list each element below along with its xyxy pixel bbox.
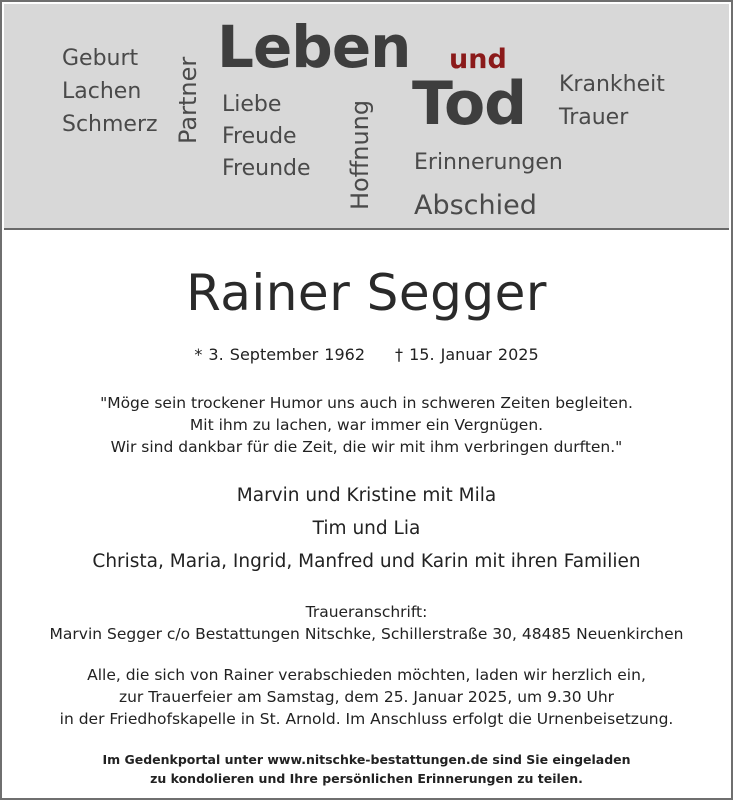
deceased-name: Rainer Segger bbox=[186, 264, 547, 322]
death-date: † 15. Januar 2025 bbox=[395, 345, 539, 364]
word-trauer: Trauer bbox=[559, 105, 629, 130]
quote-line: "Möge sein trockener Humor uns auch in schweren Zeiten begleiten. bbox=[100, 394, 633, 412]
ceremony-line: Alle, die sich von Rainer verabschieden möchten, laden wir herzlich ein, bbox=[87, 666, 646, 684]
word-freunde: Freunde bbox=[222, 156, 311, 181]
quote-line: Wir sind dankbar für die Zeit, die wir mit ihm verbringen durften." bbox=[110, 438, 623, 456]
word-krankheit: Krankheit bbox=[559, 72, 665, 97]
word-cloud-banner bbox=[4, 4, 729, 230]
word-erinnerungen: Erinnerungen bbox=[414, 150, 563, 175]
word-leben: Leben bbox=[217, 13, 411, 81]
word-schmerz: Schmerz bbox=[62, 112, 158, 137]
portal-line: zu kondolieren und Ihre persönlichen Erinnerungen zu teilen. bbox=[150, 771, 583, 786]
word-tod: Tod bbox=[412, 69, 527, 139]
ceremony-line: zur Trauerfeier am Samstag, dem 25. Januar 2025, um 9.30 Uhr bbox=[118, 688, 615, 706]
word-abschied: Abschied bbox=[414, 190, 537, 221]
ceremony-line: in der Friedhofskapelle in St. Arnold. Im Anschluss erfolgt die Urnenbeisetzung. bbox=[59, 710, 674, 728]
address-text: Marvin Segger c/o Bestattungen Nitschke, Schillerstraße 30, 48485 Neuenkirchen bbox=[49, 625, 684, 643]
family-line: Marvin und Kristine mit Mila bbox=[236, 485, 497, 506]
quote-line: Mit ihm zu lachen, war immer ein Vergnügen. bbox=[189, 416, 544, 434]
word-liebe: Liebe bbox=[222, 92, 282, 117]
family-line: Tim und Lia bbox=[312, 518, 421, 539]
address-label: Traueranschrift: bbox=[305, 603, 428, 621]
family-line: Christa, Maria, Ingrid, Manfred und Karin mit ihren Familien bbox=[92, 551, 641, 572]
word-und: und bbox=[449, 44, 507, 75]
word-lachen: Lachen bbox=[62, 79, 142, 104]
birth-date: * 3. September 1962 bbox=[194, 345, 366, 364]
portal-line: Im Gedenkportal unter www.nitschke-bestattungen.de sind Sie eingeladen bbox=[102, 752, 631, 767]
life-dates bbox=[2, 345, 731, 364]
word-partner: Partner bbox=[174, 56, 202, 144]
word-freude: Freude bbox=[222, 124, 297, 149]
word-hoffnung: Hoffnung bbox=[346, 99, 374, 210]
word-geburt: Geburt bbox=[62, 46, 139, 71]
